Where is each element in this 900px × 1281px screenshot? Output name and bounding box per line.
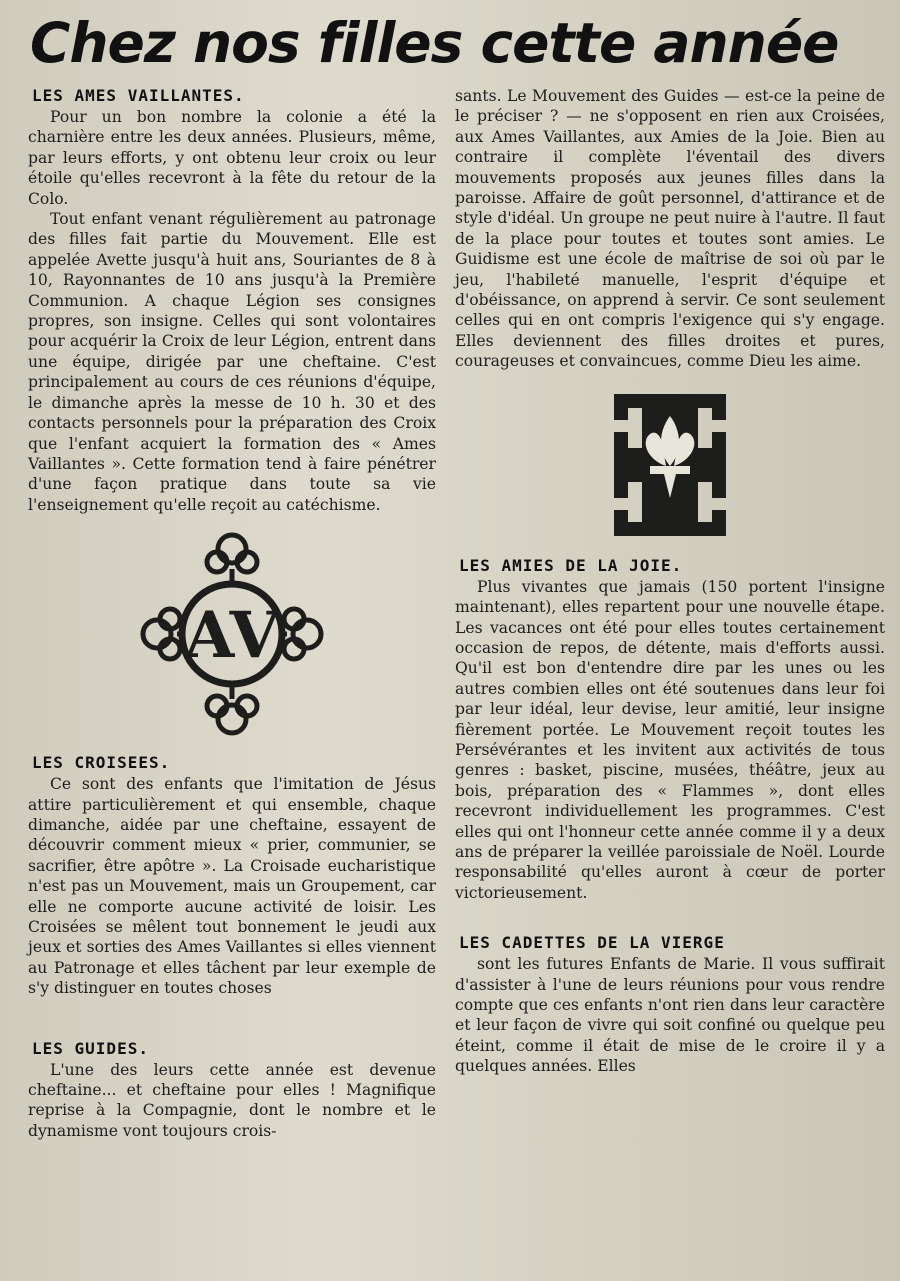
paragraph: Tout enfant venant régulièrement au patronage des filles fait partie du Mouvement. Elle est appelée Avette jusqu'à huit ans, Souriantes de 8 à 10, Rayonnantes de 10 ans jusqu'à la Première Communion. A chaque Légion ses consignes propres, son insigne. Celles qui sont volontaires pour acquérir la Croix de leur Légion, entrent dans une équipe, dirigée par une cheftaine. C'est principalement au cours de ces réunions d'équipe, le dimanche après la messe de 10 h. 30 et des contacts personnels pour la préparation des Croix que l'enfant acquiert la formation des « Ames Vaillantes ». Cette formation tend à faire pénétrer d'une façon pratique dans toute sa vie l'enseignement qu'elle reçoit au catéchisme. bbox=[28, 210, 436, 514]
paragraph: sont les futures Enfants de Marie. Il vous suffirait d'assister à l'une de leurs réunions pour vous rendre compte que ces enfants n'ont rien dans leur caractère et leur façon de vivre qui soit confiné ou quelque peu éteint, comme il était de mise de le croire il y a quelques années. Elles bbox=[455, 955, 885, 1076]
section-title-croisees: LES CROISEES. bbox=[32, 753, 171, 773]
av-monogram-letters: AV bbox=[184, 598, 280, 674]
paragraph: Pour un bon nombre la colonie a été la charnière entre les deux années. Plusieurs, même, par leurs efforts, y ont obtenu leur croix ou leur étoile qu'elles recevront à la fête du retour de la Colo. bbox=[28, 108, 436, 208]
article-headline: Chez nos filles cette année bbox=[30, 11, 839, 75]
fleur-de-lis-cross-icon bbox=[614, 394, 726, 536]
paragraph: L'une des leurs cette année est devenue cheftaine... et cheftaine pour elles ! Magnifique reprise à la Compagnie, dont le nombre et le dynamisme vont toujours crois- bbox=[28, 1060, 436, 1140]
right-column bbox=[455, 86, 885, 1077]
av-cross-monogram-icon bbox=[137, 529, 327, 739]
section-title-amies-de-la-joie: LES AMIES DE LA JOIE. bbox=[459, 555, 683, 575]
paragraph-continuation: sants. Le Mouvement des Guides — est-ce la peine de le préciser ? — ne s'opposent en rien aux Croisées, aux Ames Vaillantes, aux Amies de la Joie. Bien au contraire il complète l'éventail des divers mouvements proposés aux jeunes filles dans la paroisse. Affaire de goût personnel, d'attirance et de style d'idéal. Un groupe ne peut nuire à l'autre. Il faut de la place pour toutes et toutes sont amies. Le Guidisme est une école de maîtrise de soi où par le jeu, l'habileté manuelle, l'esprit d'équipe et d'obéissance, on apprend à servir. Ce sont seulement celles qui en ont compris l'exigence qui s'y engage. Elles deviennent des filles droites et pures, courageuses et convaincues, comme Dieu les aime. bbox=[455, 87, 885, 371]
section-title-guides: LES GUIDES. bbox=[32, 1038, 149, 1058]
section-title-cadettes: LES CADETTES DE LA VIERGE bbox=[459, 933, 725, 953]
section-title-ames-vaillantes: LES AMES VAILLANTES. bbox=[32, 86, 245, 105]
left-column bbox=[28, 86, 436, 1141]
paragraph: Plus vivantes que jamais (150 portent l'insigne maintenant), elles repartent pour une nouvelle étape. Les vacances ont été pour elles toutes certainement occasion de repos, de détente, mais d'efforts aussi. Qu'il est bon d'entendre dire par les unes ou les autres combien elles ont été soutenues dans leur foi par leur idéal, leur devise, leur amitié, leur insigne fièrement portée. Le Mouvement reçoit toutes les Persévérantes et les invitent aux activités de tous genres : basket, piscine, musées, théâtre, jeux au bois, préparation des « Flammes », dont elles recevront individuellement les programmes. C'est elles qui ont l'honneur cette année comme il y a deux ans de préparer la veillée paroissiale de Noël. Lourde responsabilité qu'elles auront à cœur de porter victorieusement. bbox=[455, 577, 885, 902]
paragraph: Ce sont des enfants que l'imitation de Jésus attire particulièrement et qui ensemble, chaque dimanche, aidée par une cheftaine, essayent de découvrir comment mieux « prier, communier, se sacrifier, être apôtre ». La Croisade eucharistique n'est pas un Mouvement, mais un Groupement, car elle ne comporte aucune activité de loisir. Les Croisées se mêlent tout bonnement le jeudi aux jeux et sorties des Ames Vaillantes si elles viennent au Patronage et elles tâchent par leur exemple de s'y distinguer en toutes choses bbox=[28, 775, 436, 998]
